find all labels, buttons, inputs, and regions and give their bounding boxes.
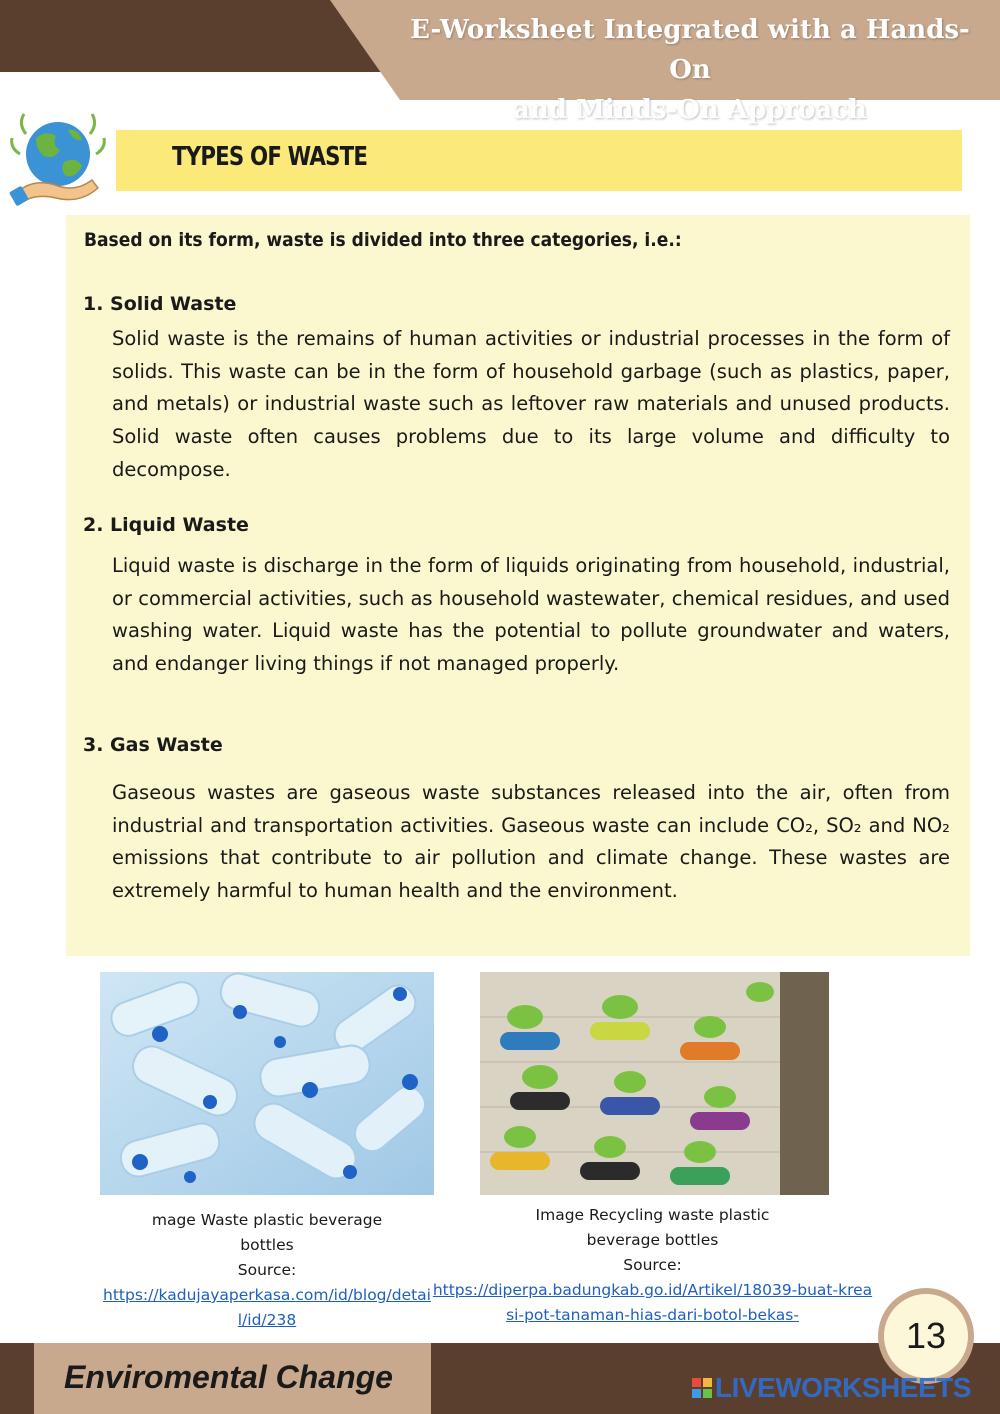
figure-caption-1	[100, 1208, 434, 1333]
figure-1-caption-line1: mage Waste plastic beverage	[151, 1211, 383, 1229]
page-number: 13	[878, 1288, 974, 1384]
plastic-bottles-photo	[100, 972, 434, 1195]
figure-2-caption-line2: beverage bottles	[586, 1231, 719, 1249]
watermark-text: LIVEWORKSHEETS	[715, 1372, 971, 1403]
solid-waste-text: Solid waste is the remains of human activities or industrial processes in the form of solids. This waste can be in the form of household garbage (such as plastics, paper, and metals) or industrial waste such as leftover raw materials and unused products. Solid waste often causes problems due to its large volume and difficulty to decompose.	[112, 327, 950, 481]
worksheet-title	[390, 10, 990, 130]
figure-1-source-link[interactable]: https://kadujayaperkasa.com/id/blog/detail/id/238	[103, 1286, 431, 1329]
gas-waste-text: Gaseous wastes are gaseous waste substances released into the air, often from industrial and transportation activities. Gaseous waste can include CO₂, SO₂ and NO₂ emissions that contribute to air pollution and climate change. These wastes are extremely harmful to human health and the environment.	[112, 781, 950, 903]
figure-1-source-label: Source:	[237, 1261, 297, 1279]
content-panel	[66, 215, 970, 956]
vertical-bottle-garden-photo	[480, 972, 829, 1195]
figure-2-caption-line1: Image Recycling waste plastic	[535, 1206, 770, 1224]
solid-waste-heading: 1. Solid Waste	[83, 293, 237, 315]
globe-in-hand-icon	[6, 104, 110, 208]
liveworksheets-logo-icon	[692, 1378, 712, 1398]
gas-waste-heading: 3. Gas Waste	[83, 734, 223, 756]
worksheet-title-line2: and Minds-On Approach	[513, 95, 867, 125]
figure-1-caption-line2: bottles	[240, 1236, 294, 1254]
worksheet-title-line1: E-Worksheet Integrated with a Hands-On	[410, 15, 970, 85]
intro-text: Based on its form, waste is divided into three categories, i.e.:	[84, 229, 682, 251]
liquid-waste-text: Liquid waste is discharge in the form of liquids originating from household, industrial, or commercial activities, such as household wastewater, chemical residues, and used washing water. Liquid waste has the potential to pollute groundwater and waters, and endanger living things if not managed properly.	[112, 554, 950, 676]
section-header-bar	[116, 130, 962, 191]
figure-caption-2	[430, 1203, 875, 1328]
figure-2-source-label: Source:	[623, 1256, 682, 1274]
footer-label: Enviromental Change	[64, 1359, 393, 1395]
figure-2-source-link[interactable]: https://diperpa.badungkab.go.id/Artikel/18039-buat-kreasi-pot-tanaman-hias-dari-botol-bekas-	[432, 1281, 873, 1324]
liveworksheets-watermark	[692, 1372, 971, 1404]
footer-label-box	[34, 1343, 431, 1414]
section-title: TYPES OF WASTE	[172, 142, 368, 172]
liquid-waste-heading: 2. Liquid Waste	[83, 514, 249, 536]
